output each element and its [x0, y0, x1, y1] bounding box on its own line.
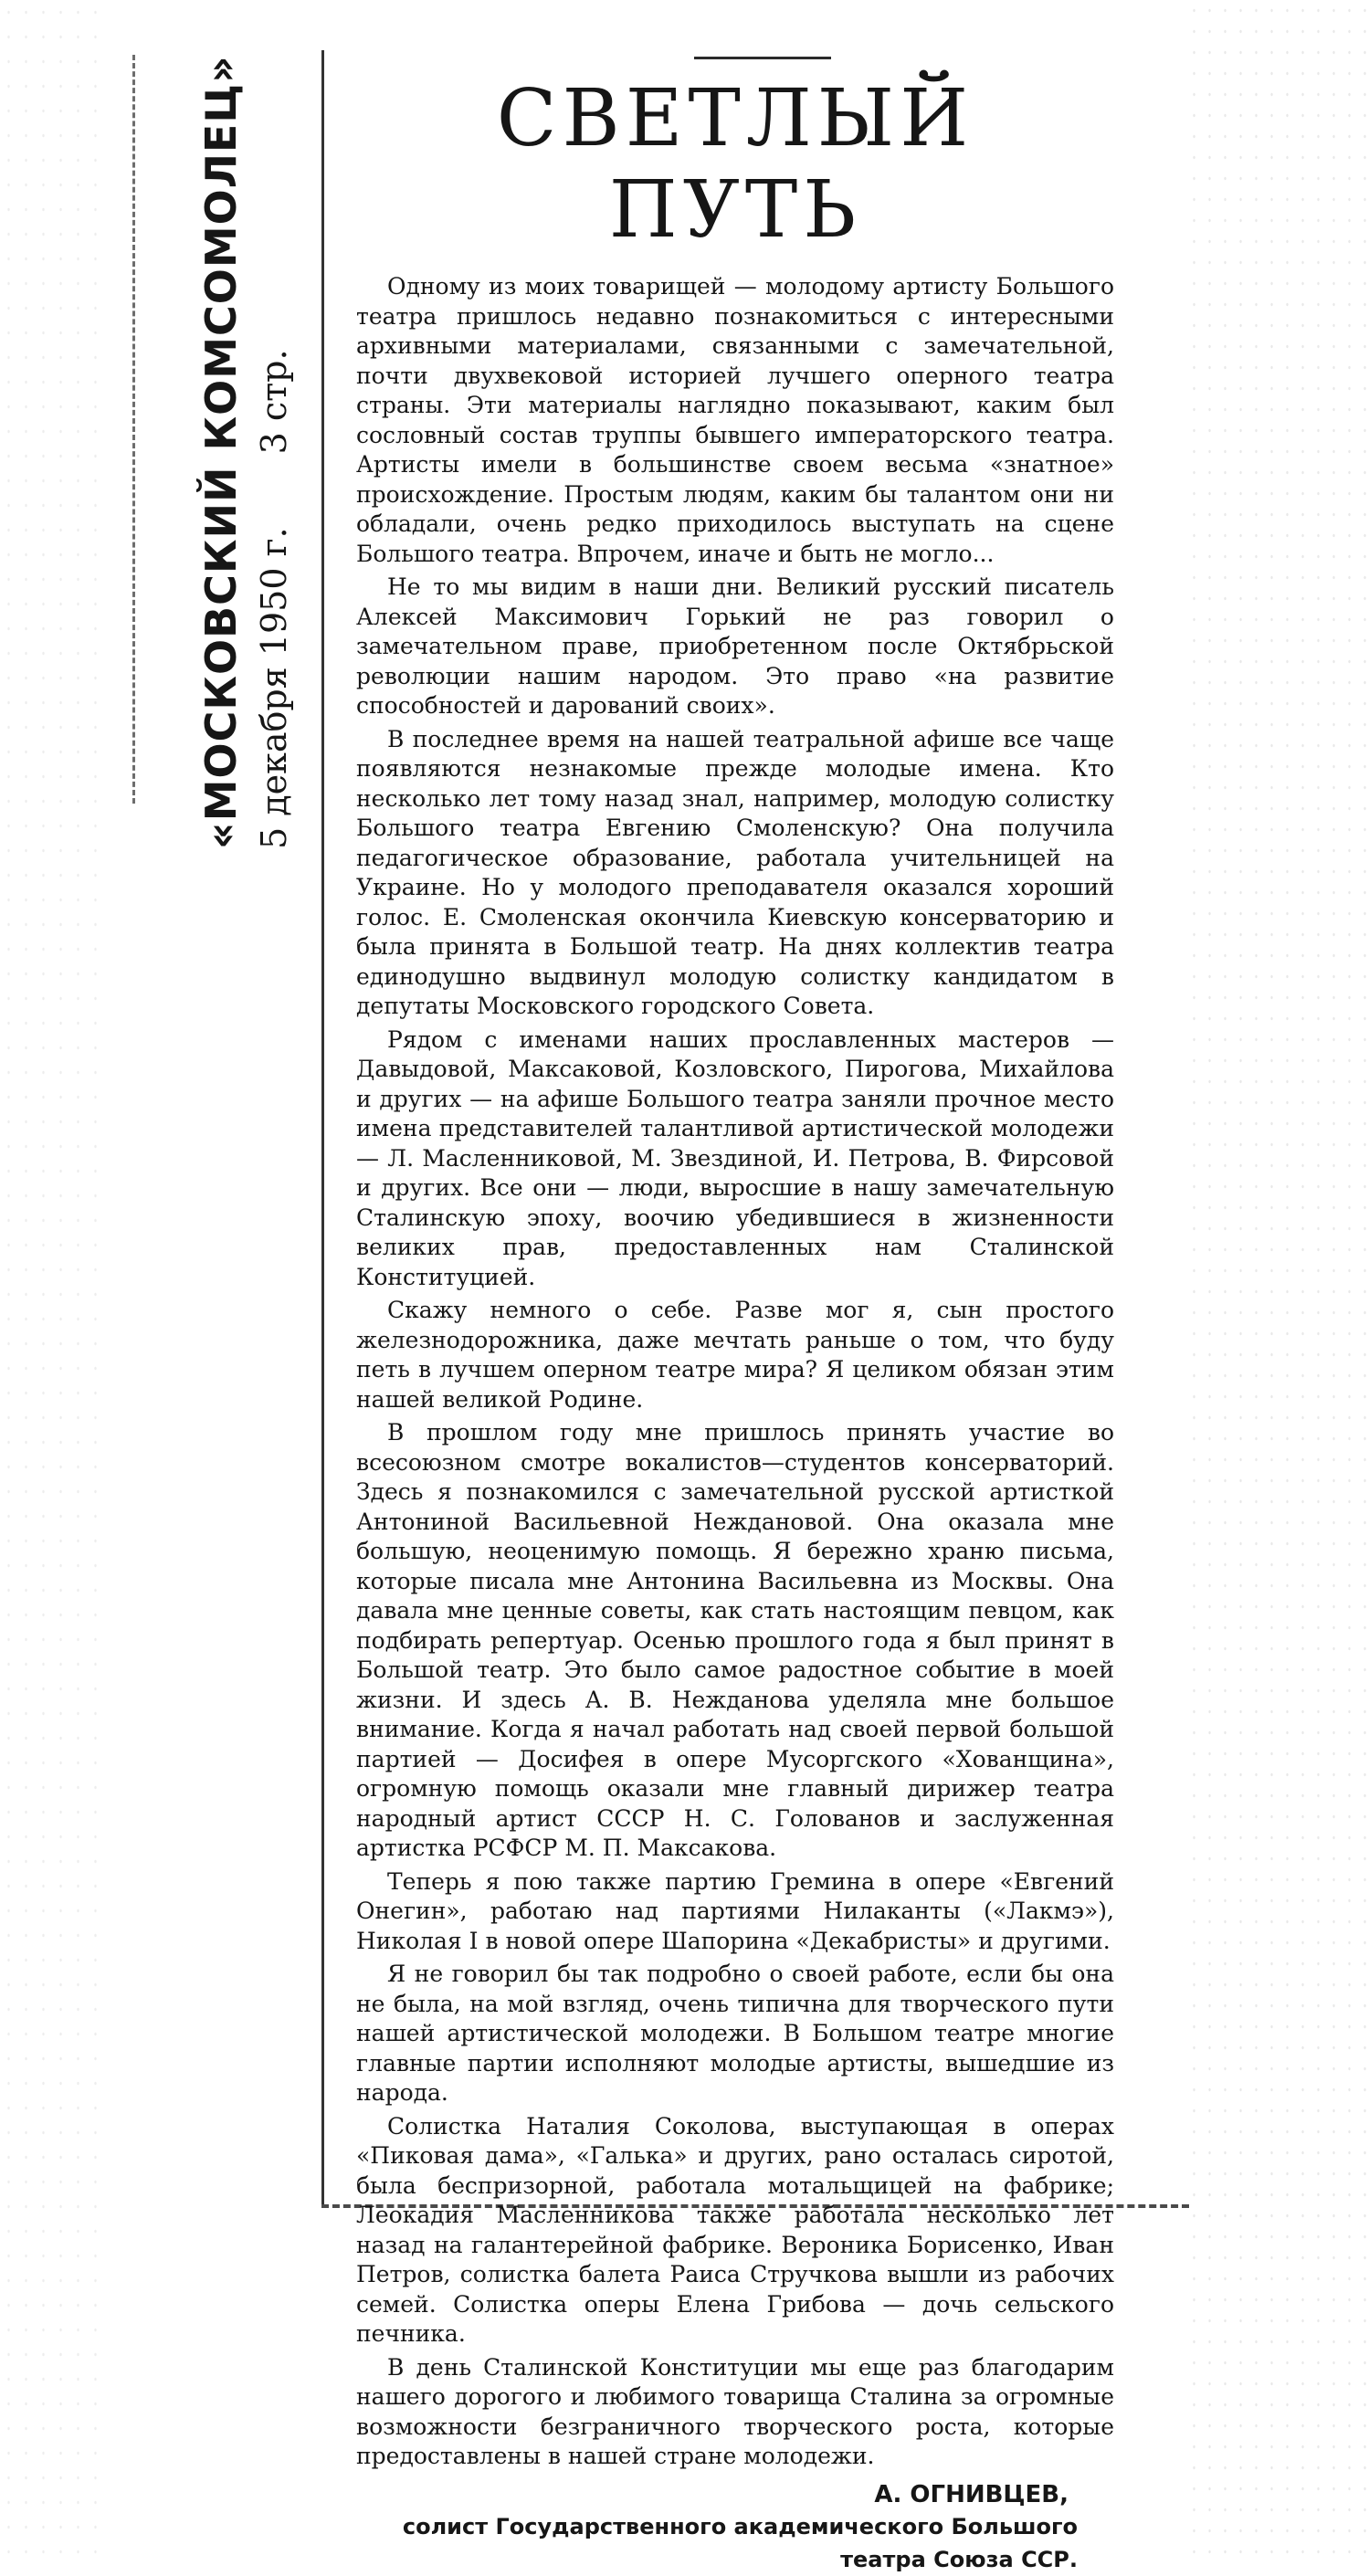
- source-strip-divider: [132, 55, 135, 804]
- article-paragraph: В последнее время на нашей театральной афише все чаще появляются незнакомые прежде молодые имена. Кто несколько лет тому назад знал, например, молодую солистку Большого театра Евгению Смоленскую? Она получила педагогическое образование, работала учительницей на Украине. Но у молодого преподавателя оказался хороший голос. Е. Смоленская окончила Киевскую консерваторию и была принята в Большой театр. На днях коллектив театра единодушно выдвинул молодую солистку кандидатом в депутаты Московского городского Совета.: [356, 725, 1114, 1019]
- article-paragraph: Не то мы видим в наши дни. Великий русский писатель Алексей Максимович Горький не раз говорил о замечательном праве, приобретенном после Октябрьской революции нашим народом. Это право «на развитие способностей и дарований своих».: [356, 573, 1114, 719]
- source-label-rotated: [178, 55, 315, 849]
- article-paragraph: Солистка Наталия Соколова, выступающая в операх «Пиковая дама», «Галька» и других, рано осталась сиротой, была беспризорной, работала мотальщицей на фабрике; Леокадия Масленникова также работала несколько лет назад на галантерейной фабрике. Вероника Борисенко, Иван Петров, солистка балета Раиса Стручкова вышли из рабочих семей. Солистка оперы Елена Грибова — дочь сельского печника.: [356, 2112, 1114, 2347]
- scan-speckle-left: [0, 0, 110, 2557]
- newspaper-name: «МОСКОВСКИЙ КОМСОМОЛЕЦ»: [196, 55, 246, 849]
- page-number: 3 стр.: [254, 349, 294, 455]
- scan-speckle-right: [1186, 0, 1369, 2557]
- author-name: А. ОГНИВЦЕВ,: [874, 2480, 1069, 2508]
- article-paragraph: Теперь я пою также партию Гремина в опере «Евгений Онегин», работаю над партиями Нилаканты («Лакмэ»), Николая I в новой опере Шапорина «Декабристы» и другими.: [356, 1867, 1114, 1954]
- article: [356, 73, 1114, 2576]
- article-paragraph: В прошлом году мне пришлось принять участие во всесоюзном смотре вокалистов—студентов консерваторий. Здесь я познакомился с замечательной русской артисткой Антониной Васильевной Неждановой. Она оказала мне большую, неоценимую помощь. Я бережно храню письма, которые писала мне Антонина Васильевна из Москвы. Она давала мне ценные советы, как стать настоящим певцом, как подбирать репертуар. Осенью прошлого года я был принят в Большой театр. Это было самое радостное событие в моей жизни. И здесь А. В. Нежданова уделяла мне большое внимание. Когда я начал работать над своей первой большой партией — Досифея в опере Мусоргского «Хованщина», огромную помощь оказали мне главный дирижер театра народный артист СССР Н. С. Голованов и заслуженная артистка РСФСР М. П. Максакова.: [356, 1419, 1114, 1861]
- author-role-line2: театра Союза ССР.: [840, 2546, 1078, 2572]
- article-paragraph: В день Сталинской Конституции мы еще раз благодарим нашего дорогого и любимого товарища Сталина за огромные возможности безграничного творческого роста, которые предоставлены в нашей стране молодежи.: [356, 2353, 1114, 2469]
- article-title: СВЕТЛЫЙ ПУТЬ: [496, 73, 974, 256]
- source-date-row: [248, 210, 300, 849]
- article-paragraph: Одному из моих товарищей — молодому артисту Большого театра пришлось недавно познакомиться с интересными архивными материалами, связанными с замечательной, почти двухвековой историей лучшего оперного театра страны. Эти материалы наглядно показывают, каким был сословный состав труппы бывшего императорского театра. Артисты имели в большинстве своем весьма «знатное» происхождение. Простым людям, каким бы талантом они ни обладали, очень редко приходилось выступать на сцене Большого театра. Впрочем, иначе и быть не могло...: [356, 273, 1114, 567]
- publication-date: 5 декабря 1950 г.: [254, 527, 294, 849]
- article-paragraph: Я не говорил бы так подробно о своей работе, если бы она не была, на мой взгляд, очень типична для творческого пути нашей артистической молодежи. В Большом театре многие главные партии исполняют молодые артисты, вышедшие из народа.: [356, 1961, 1114, 2106]
- source-label: [178, 55, 315, 849]
- article-paragraph: Скажу немного о себе. Разве мог я, сын простого железнодорожника, даже мечтать раньше о том, что буду петь в лучшем оперном театре мира? Я целиком обязан этим нашей великой Родине.: [356, 1297, 1114, 1413]
- article-paragraph: Рядом с именами наших прославленных мастеров — Давыдовой, Максаковой, Козловского, Пирогова, Михайлова и других — на афише Большого театра заняли прочное место имена представителей талантливой артистической молодежи — Л. Масленниковой, М. Звездиной, И. Петрова, В. Фирсовой и других. Все они — люди, выросшие в нашу замечательную Сталинскую эпоху, воочию убедившиеся в жизненности великих прав, предоставленных нам Сталинской Конституцией.: [356, 1025, 1114, 1290]
- author-role-line1: солист Государственного академического Большого: [402, 2513, 1078, 2539]
- title-rule: [694, 57, 831, 59]
